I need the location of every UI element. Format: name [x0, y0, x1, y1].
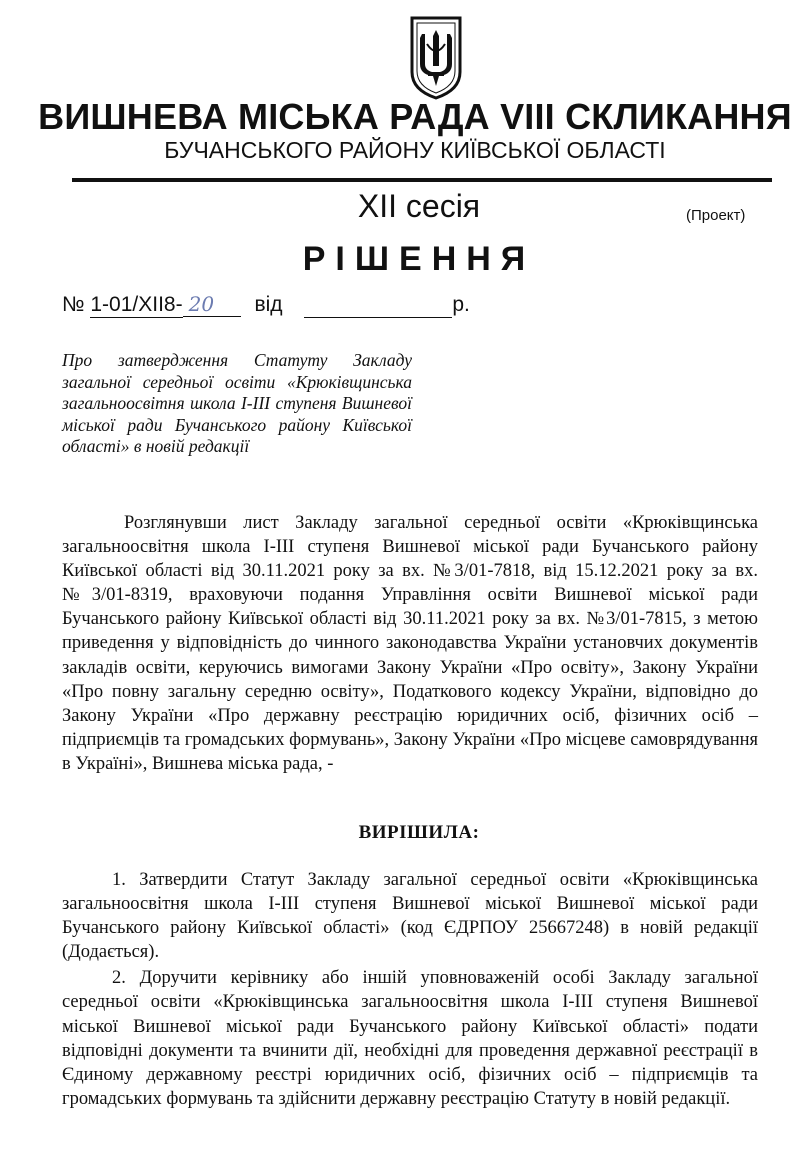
handwritten-number: 20 [183, 292, 241, 317]
decision-heading: РІШЕННЯ [302, 240, 536, 278]
date-label: від [254, 293, 283, 316]
date-blank [304, 297, 452, 318]
council-title: ВИШНЕВА МІСЬКА РАДА VIII СКЛИКАННЯ [38, 96, 792, 137]
resolved-heading: ВИРІШИЛА: [358, 822, 480, 843]
year-suffix: р. [452, 293, 470, 316]
header-divider [72, 178, 772, 182]
decision-item: 1. Затвердити Статут Закладу загальної середньої освіти «Крюківщинська загальноосвітня школа І-ІІІ ступеня Вишневої міської Вишневої міської ради Бучанського району Київської області» (код ЄДРПОУ 25667248) в новій редакції (Додається). [62, 870, 758, 963]
project-mark: (Проект) [686, 207, 746, 224]
session-title: ХІІ сесія [357, 188, 481, 224]
number-label: № [62, 293, 85, 316]
decision-number: 1-01/XII8- [90, 293, 183, 316]
decision-subject: Про затвердження Статуту Закладу загальної середньої освіти «Крюківщинська загальноосвітня школа І-ІІІ ступеня Вишневої міської ради Бучанського району Київської області» в новій редакції [62, 350, 412, 456]
trident-emblem-icon [408, 14, 464, 100]
decision-number-line [62, 292, 470, 322]
decision-item: 2. Доручити керівнику або іншій уповноваженій особі Закладу загальної середньої освіти «Крюківщинська загальноосвітня школа І-ІІІ ступеня Вишневої міської Вишневої міської ради Бучанського району Київської області» подати відповідні документи та вчинити дії, необхідні для проведення державної реєстрації в Єдиному державному реєстрі юридичних осіб, фізичних осіб – підприємців та громадських формувань та здійснити державну реєстрацію Статуту в новій редакції. [62, 968, 758, 1109]
preamble-paragraph: Розглянувши лист Закладу загальної середньої освіти «Крюківщинська загальноосвітня школа І-ІІІ ступеня Вишневої міської ради Бучанського району Київської області від 30.11.2021 року за вх. №3/01-7818, від 15.12.2021 року за вх. №3/01-8319, враховуючи подання Управління освіти Вишневої міської ради Бучанського району Київської області від 30.11.2021 року за вх. №3/01-7815, з метою приведення у відповідність до чинного законодавства України установчих документів закладів освіти, керуючись вимогами Закону України «Про освіту», Закону України «Про повну загальну середню освіту», Податкового кодексу України, відповідно до Закону України «Про державну реєстрацію юридичних осіб, фізичних осіб – підприємців та громадських формувань», Закону України «Про місцеве самоврядування в Україні», Вишнева міська рада, - [62, 513, 758, 774]
decision-items [62, 868, 758, 1111]
council-subtitle: БУЧАНСЬКОГО РАЙОНУ КИЇВСЬКОЇ ОБЛАСТІ [164, 137, 666, 163]
